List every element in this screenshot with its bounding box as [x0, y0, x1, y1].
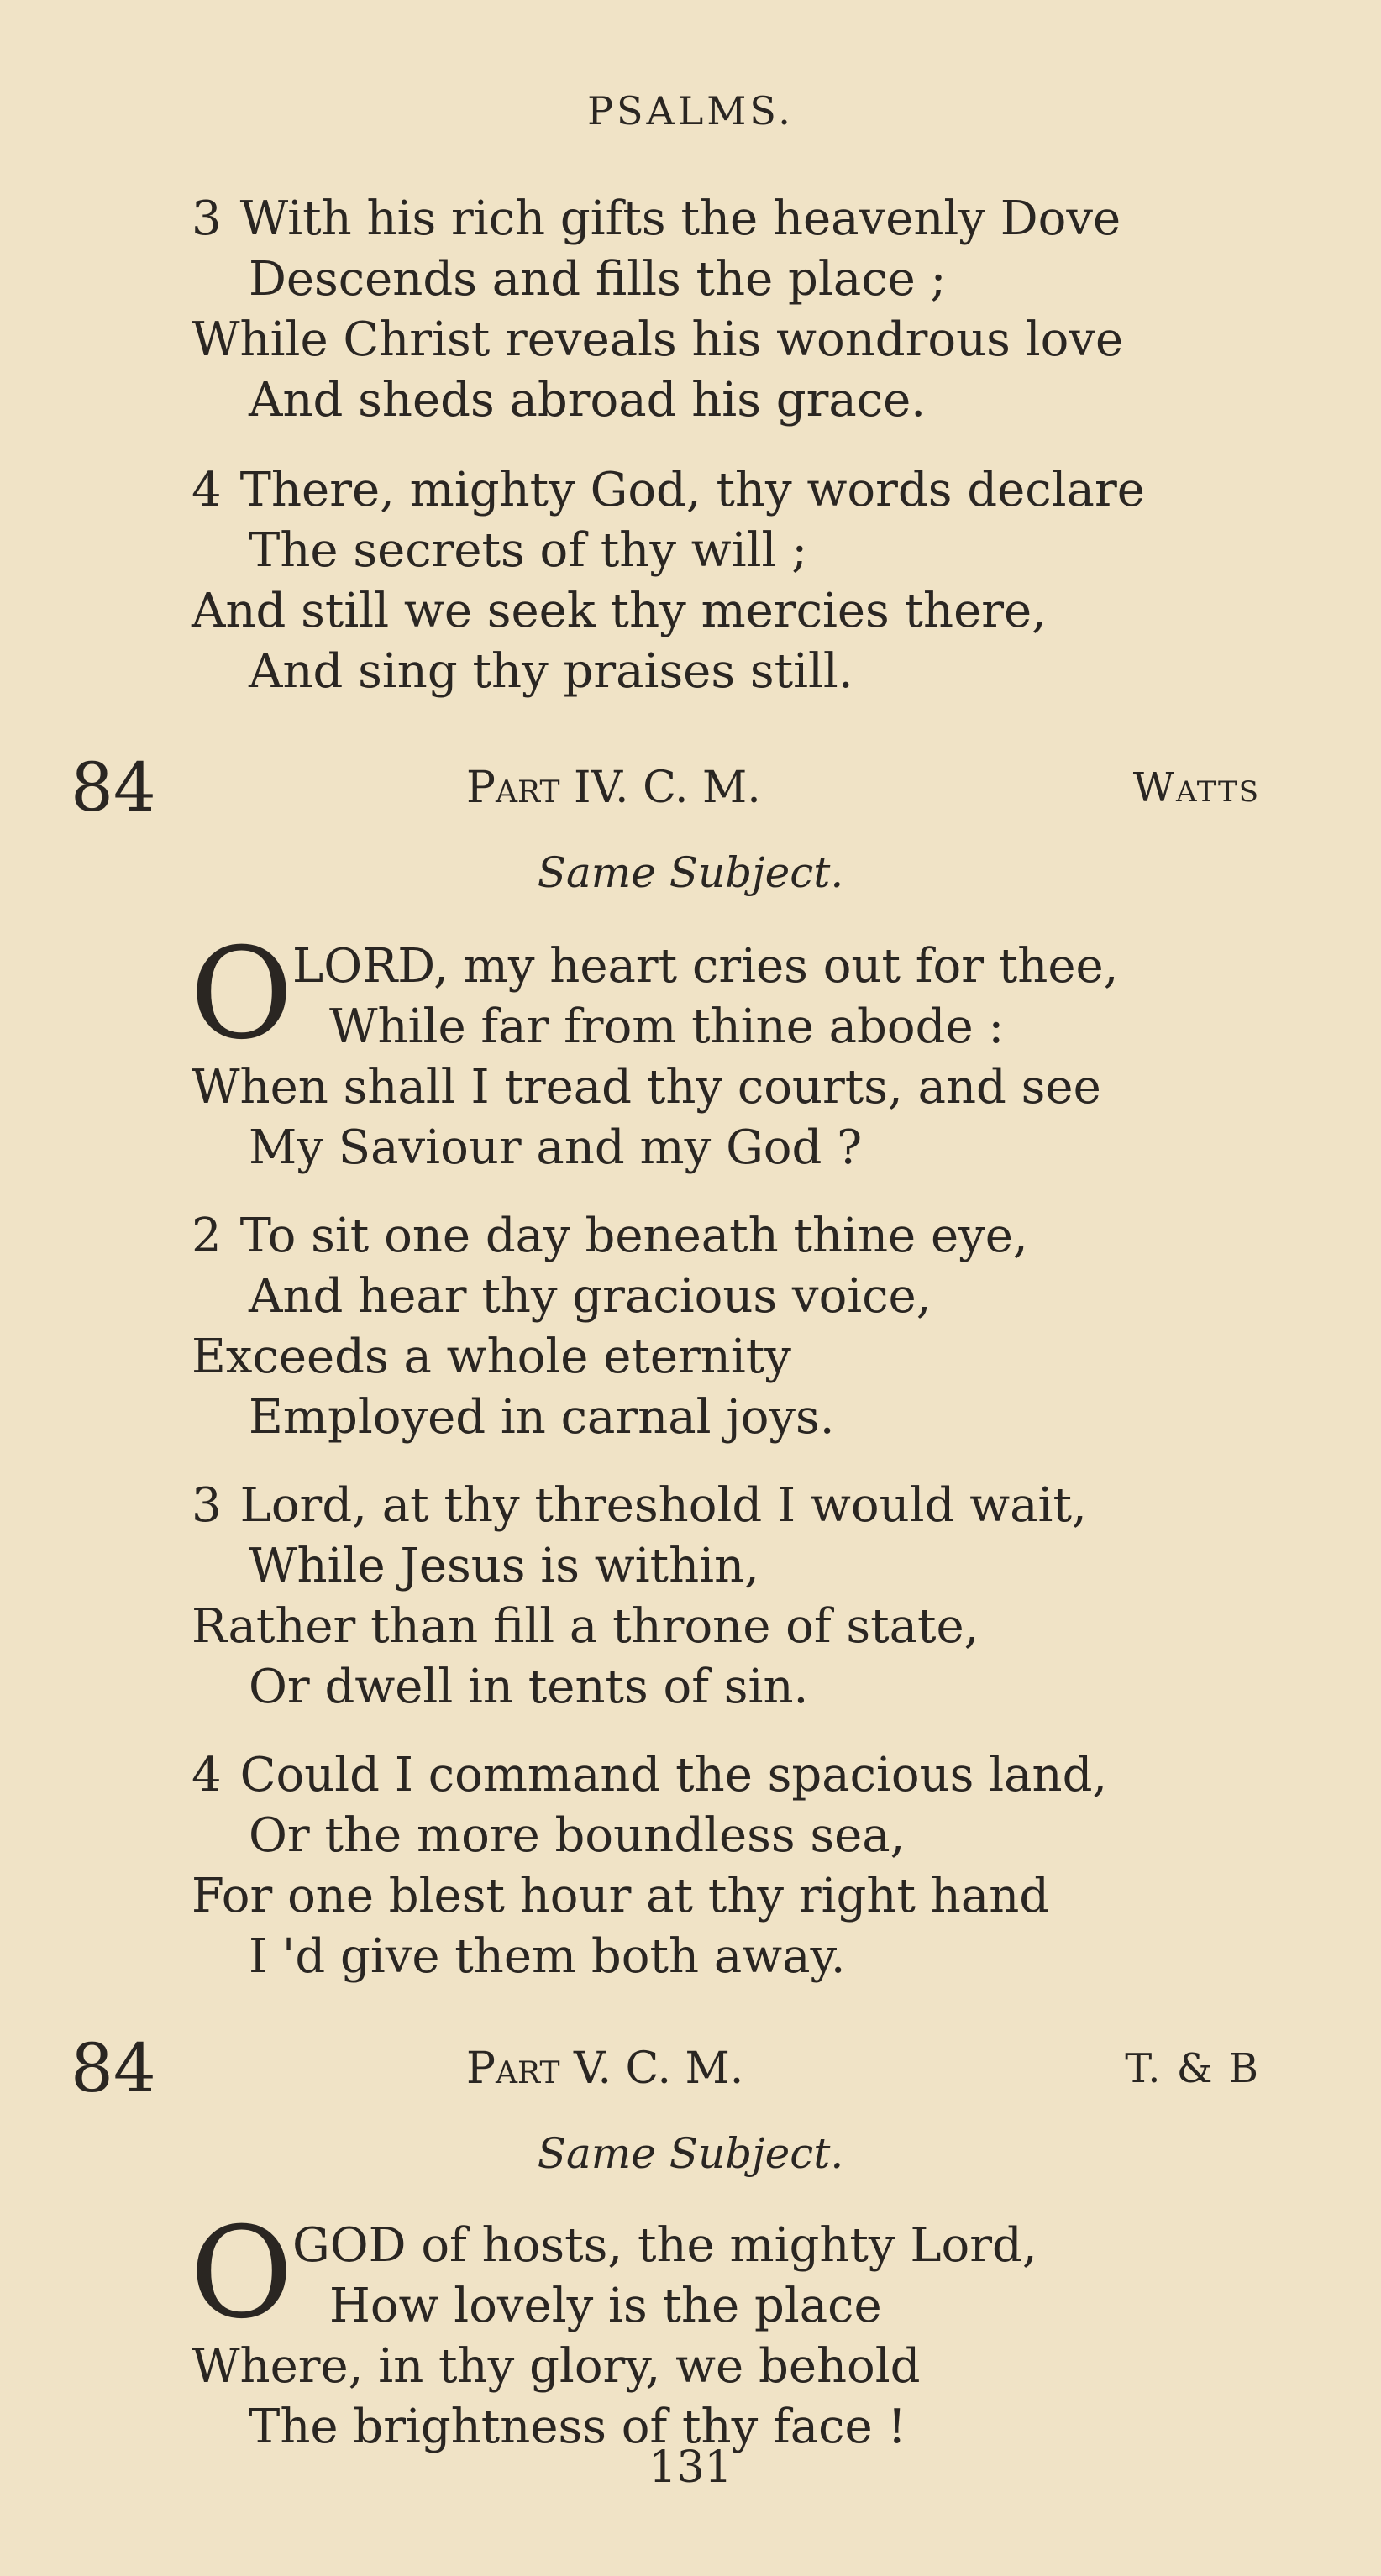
verse-line: Where, in thy glory, we behold — [192, 2339, 921, 2394]
verse-line: 3 With his rich gifts the heavenly Dove — [192, 191, 1121, 246]
verse-line: GOD of hosts, the mighty Lord, — [292, 2218, 1037, 2273]
verse-line: And hear thy gracious voice, — [249, 1269, 932, 1324]
verse-2 — [0, 1206, 1381, 1448]
verse-line: 4 Could I command the spacious land, — [192, 1748, 1108, 1802]
verse-number: 3 — [192, 1478, 222, 1533]
verse-3 — [0, 1476, 1381, 1718]
verse-line: Or the more boundless sea, — [249, 1808, 906, 1863]
drop-cap: O — [190, 2201, 293, 2347]
verse-line: Employed in carnal joys. — [249, 1390, 835, 1445]
verse-line: LORD, my heart cries out for thee, — [292, 939, 1119, 994]
verse-line: The secrets of thy will ; — [249, 523, 808, 578]
verse-1 — [0, 921, 1381, 1178]
hymn-meter: Part V. C. M. — [466, 2043, 744, 2094]
verse-line: For one blest hour at thy right hand — [192, 1869, 1050, 1923]
verse-line: My Saviour and my God ? — [249, 1120, 863, 1175]
verse-line: The brightness of thy face ! — [249, 2400, 906, 2454]
hymn-number: 84 — [71, 2029, 156, 2107]
hymn-number: 84 — [71, 748, 156, 826]
verse-line: And sheds abroad his grace. — [249, 373, 927, 428]
verse-line: Or dwell in tents of sin. — [249, 1660, 809, 1714]
verse-line: I 'd give them both away. — [249, 1929, 846, 1984]
verse-number: 2 — [192, 1209, 222, 1263]
verse-4-continuation — [0, 460, 1381, 702]
hymn-meter: Part IV. C. M. — [466, 763, 761, 813]
verse-line: And still we seek thy mercies there, — [192, 584, 1047, 638]
verse-number: 4 — [192, 463, 222, 517]
verse-line: 2 To sit one day beneath thine eye, — [192, 1209, 1028, 1263]
verse-1 — [0, 2201, 1381, 2458]
hymn-author: Watts — [1132, 764, 1260, 811]
verse-line: 4 There, mighty God, thy words declare — [192, 463, 1145, 517]
verse-line: Descends and fills the place ; — [249, 252, 947, 307]
verse-number: 4 — [192, 1748, 222, 1802]
page-number: 131 — [648, 2442, 733, 2493]
verse-line: When shall I tread thy courts, and see — [192, 1060, 1101, 1115]
drop-cap: O — [190, 921, 293, 1068]
verse-line: Exceeds a whole eternity — [192, 1330, 791, 1384]
verse-number: 3 — [192, 191, 222, 246]
hymn-header — [0, 750, 1381, 826]
running-head: PSALMS. — [587, 88, 794, 134]
hymn-subject: Same Subject. — [537, 2129, 844, 2178]
hymn-subject: Same Subject. — [537, 848, 844, 897]
verse-line: While Christ reveals his wondrous love — [192, 312, 1124, 367]
verse-line: 3 Lord, at thy threshold I would wait, — [192, 1478, 1087, 1533]
verse-line: And sing thy praises still. — [249, 644, 853, 699]
verse-line: While far from thine abode : — [329, 999, 1005, 1054]
verse-line: How lovely is the place — [329, 2279, 882, 2333]
verse-line: While Jesus is within, — [249, 1539, 759, 1593]
hymn-header — [0, 2031, 1381, 2106]
hymn-author: T. & B — [1125, 2045, 1260, 2092]
verse-line: Rather than fill a throne of state, — [192, 1599, 979, 1654]
verse-3-continuation — [0, 189, 1381, 431]
verse-4 — [0, 1745, 1381, 1987]
